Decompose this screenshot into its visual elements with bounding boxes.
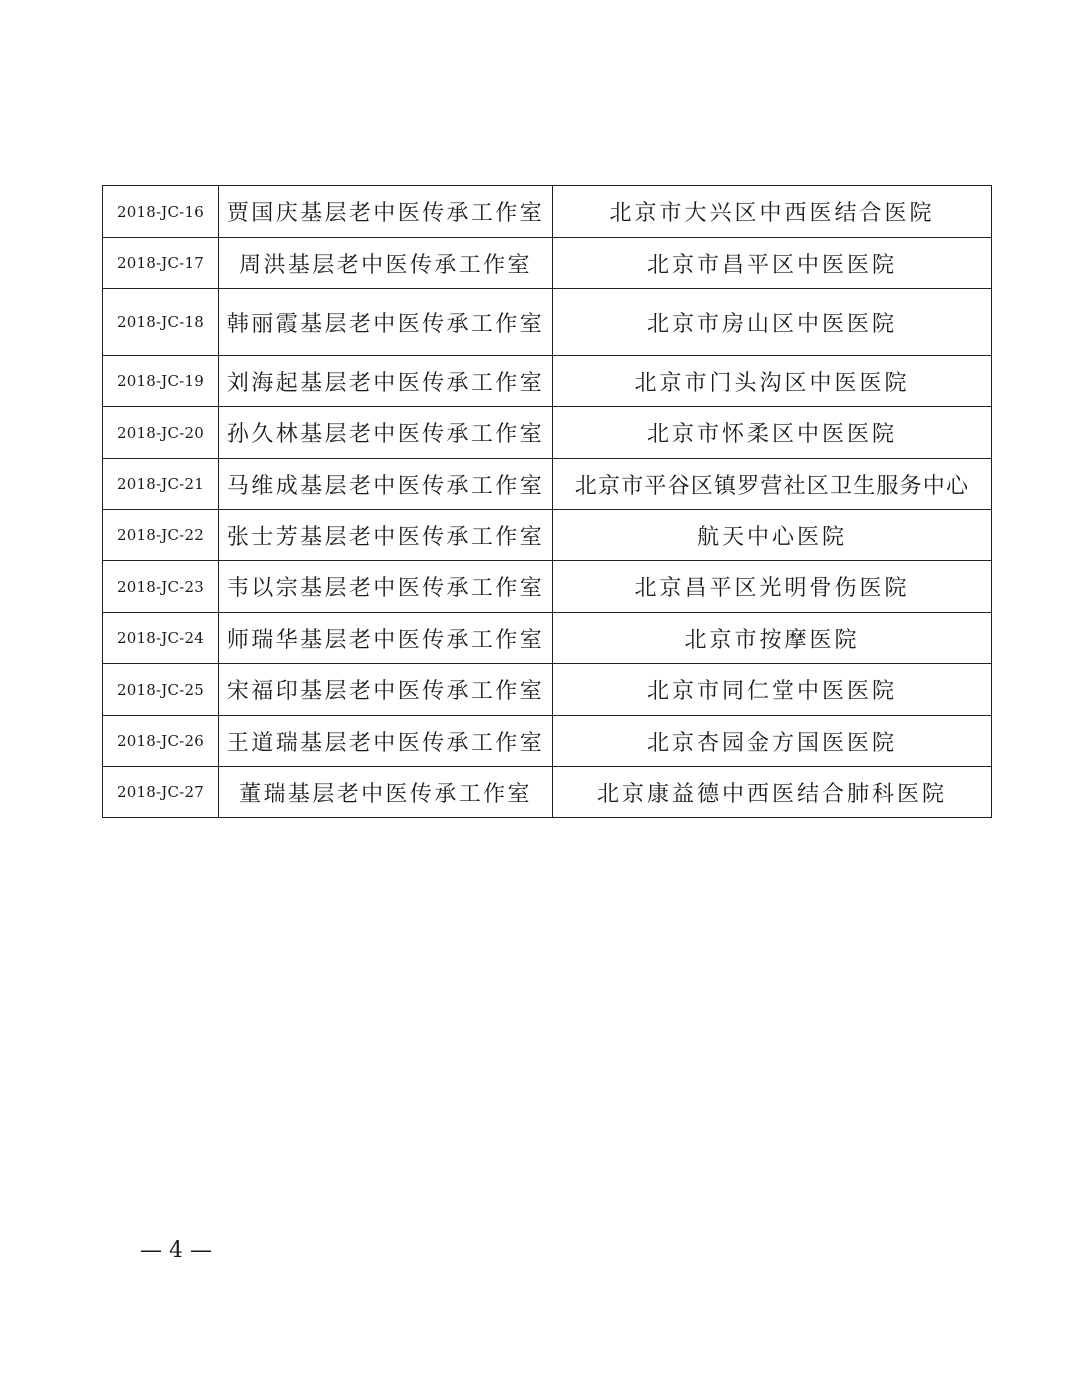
row-code: 2018-JC-27 bbox=[103, 767, 219, 818]
studio-name: 孙久林基层老中医传承工作室 bbox=[219, 407, 553, 459]
institution-name: 北京市怀柔区中医医院 bbox=[553, 407, 992, 459]
institution-name: 北京康益德中西医结合肺科医院 bbox=[553, 767, 992, 818]
institution-name: 北京市按摩医院 bbox=[553, 613, 992, 664]
studio-name: 刘海起基层老中医传承工作室 bbox=[219, 356, 553, 407]
row-code: 2018-JC-17 bbox=[103, 238, 219, 289]
table-row bbox=[103, 356, 992, 407]
row-code: 2018-JC-16 bbox=[103, 186, 219, 238]
studio-name: 贾国庆基层老中医传承工作室 bbox=[219, 186, 553, 238]
institution-name: 北京市同仁堂中医医院 bbox=[553, 664, 992, 716]
table-row bbox=[103, 561, 992, 613]
row-code: 2018-JC-21 bbox=[103, 459, 219, 510]
institution-name: 北京市房山区中医医院 bbox=[553, 289, 992, 356]
studio-name: 周洪基层老中医传承工作室 bbox=[219, 238, 553, 289]
studio-name: 宋福印基层老中医传承工作室 bbox=[219, 664, 553, 716]
institution-name: 北京市大兴区中西医结合医院 bbox=[553, 186, 992, 238]
institution-name: 北京市平谷区镇罗营社区卫生服务中心 bbox=[553, 459, 992, 510]
row-code: 2018-JC-22 bbox=[103, 510, 219, 561]
studio-name: 王道瑞基层老中医传承工作室 bbox=[219, 716, 553, 767]
table-row bbox=[103, 238, 992, 289]
table-row bbox=[103, 716, 992, 767]
table-row bbox=[103, 289, 992, 356]
institution-table bbox=[102, 185, 992, 818]
table-row bbox=[103, 664, 992, 716]
table-row bbox=[103, 510, 992, 561]
row-code: 2018-JC-18 bbox=[103, 289, 219, 356]
row-code: 2018-JC-26 bbox=[103, 716, 219, 767]
institution-name: 北京昌平区光明骨伤医院 bbox=[553, 561, 992, 613]
row-code: 2018-JC-19 bbox=[103, 356, 219, 407]
studio-name: 张士芳基层老中医传承工作室 bbox=[219, 510, 553, 561]
institution-name: 北京市昌平区中医医院 bbox=[553, 238, 992, 289]
row-code: 2018-JC-24 bbox=[103, 613, 219, 664]
table-row bbox=[103, 186, 992, 238]
institution-name: 北京杏园金方国医医院 bbox=[553, 716, 992, 767]
studio-name: 韦以宗基层老中医传承工作室 bbox=[219, 561, 553, 613]
row-code: 2018-JC-25 bbox=[103, 664, 219, 716]
table-row bbox=[103, 613, 992, 664]
table-row bbox=[103, 459, 992, 510]
table-row bbox=[103, 407, 992, 459]
row-code: 2018-JC-23 bbox=[103, 561, 219, 613]
table-row bbox=[103, 767, 992, 818]
studio-name: 韩丽霞基层老中医传承工作室 bbox=[219, 289, 553, 356]
studio-name: 董瑞基层老中医传承工作室 bbox=[219, 767, 553, 818]
institution-name: 航天中心医院 bbox=[553, 510, 992, 561]
institution-name: 北京市门头沟区中医医院 bbox=[553, 356, 992, 407]
studio-name: 师瑞华基层老中医传承工作室 bbox=[219, 613, 553, 664]
studio-name: 马维成基层老中医传承工作室 bbox=[219, 459, 553, 510]
page-number: — 4 — bbox=[140, 1238, 212, 1263]
row-code: 2018-JC-20 bbox=[103, 407, 219, 459]
